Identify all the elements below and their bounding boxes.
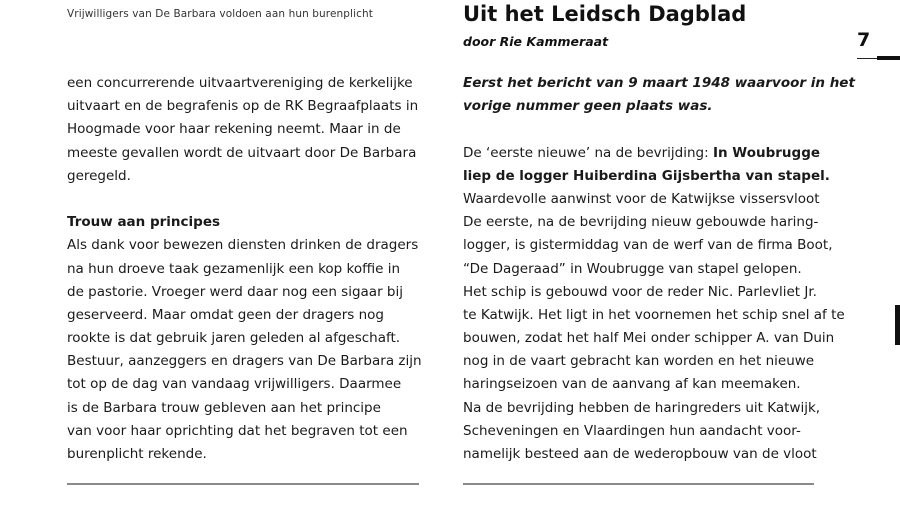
byline: door Rie Kammeraat bbox=[463, 34, 609, 49]
text-line: Hoogmade voor haar rekening neemt. Maar in de bbox=[67, 121, 401, 138]
text-line: meeste gevallen wordt de uitvaart door De Barbara bbox=[67, 144, 417, 161]
text-line: namelijk besteed aan de wederopbouw van de vloot bbox=[463, 446, 817, 462]
text-line: Na de bevrijding hebben de haringreders uit Katwijk, bbox=[463, 399, 821, 416]
text-line: Bestuur, aanzeggers en dragers van De Barbara zijn bbox=[67, 353, 422, 370]
text-line: een concurrerende uitvaartvereniging de kerkelijke bbox=[67, 75, 413, 91]
text-line: burenplicht rekende. bbox=[67, 446, 207, 462]
text-line: na hun droeve taak gezamenlijk een kop koffie in bbox=[67, 260, 401, 277]
right-column-footer-rule bbox=[463, 483, 814, 485]
text-line: nog in de vaart gebracht kan worden en het nieuwe bbox=[463, 353, 815, 370]
intro-line: vorige nummer geen plaats was. bbox=[463, 98, 713, 115]
text-line: rookte is dat gebruik jaren geleden al afgeschaft. bbox=[67, 330, 401, 347]
paragraph-gap bbox=[463, 118, 823, 141]
lead-highlight-line: liep de logger Huiberdina Gijsbertha van stapel. bbox=[463, 167, 830, 184]
text-line: Het schip is gebouwd voor de reder Nic. Parlevliet Jr. bbox=[463, 283, 817, 300]
running-head: Vrijwilligers van De Barbara voldoen aan hun burenplicht bbox=[67, 8, 373, 20]
text-line: bouwen, zodat het half Mei onder schipper A. van Duin bbox=[463, 330, 835, 347]
text-line: de pastorie. Vroeger werd daar nog een sigaar bij bbox=[67, 283, 403, 300]
article-title: Uit het Leidsch Dagblad bbox=[463, 2, 747, 26]
text-line: Als dank voor bewezen diensten drinken de dragers bbox=[67, 237, 419, 254]
paragraph-gap bbox=[67, 188, 427, 211]
text-line: tot op de dag van vandaag vrijwilligers. Daarmee bbox=[67, 376, 402, 393]
text-line: De eerste, na de bevrijding nieuw gebouwde haring- bbox=[463, 214, 819, 231]
page-edge-mark bbox=[895, 305, 900, 345]
text-line: logger, is gistermiddag van de werf van de firma Boot, bbox=[463, 237, 833, 254]
text-line: geserveerd. Maar omdat geen der dragers nog bbox=[67, 306, 384, 323]
lead-prefix: De ‘eerste nieuwe’ na de bevrijding: bbox=[463, 144, 713, 161]
text-line: Waardevolle aanwinst voor de Katwijkse vissersvloot bbox=[463, 190, 820, 207]
subheading: Trouw aan principes bbox=[67, 214, 221, 231]
right-column bbox=[463, 72, 855, 466]
text-line: uitvaart en de begrafenis op de RK Begraafplaats in bbox=[67, 98, 419, 115]
text-line: Scheveningen en Vlaardingen hun aandacht voor- bbox=[463, 422, 801, 439]
text-line: geregeld. bbox=[67, 167, 131, 184]
left-column-footer-rule bbox=[67, 483, 419, 485]
intro-line: Eerst het bericht van 9 maart 1948 waarvoor in het bbox=[463, 75, 855, 91]
page-number-rule-accent bbox=[877, 56, 900, 60]
text-line: van voor haar oprichting dat het begraven tot een bbox=[67, 422, 408, 439]
text-line: haringseizoen van de aanvang af kan meemaken. bbox=[463, 376, 801, 393]
lead-highlight: In Woubrugge bbox=[712, 144, 821, 161]
text-line: is de Barbara trouw gebleven aan het principe bbox=[67, 399, 381, 416]
lead-line bbox=[463, 142, 823, 165]
text-line: “De Dageraad” in Woubrugge van stapel gelopen. bbox=[463, 260, 802, 277]
text-line: te Katwijk. Het ligt in het voornemen het schip snel af te bbox=[463, 306, 845, 323]
left-column bbox=[67, 72, 427, 466]
page-number: 7 bbox=[857, 29, 871, 51]
